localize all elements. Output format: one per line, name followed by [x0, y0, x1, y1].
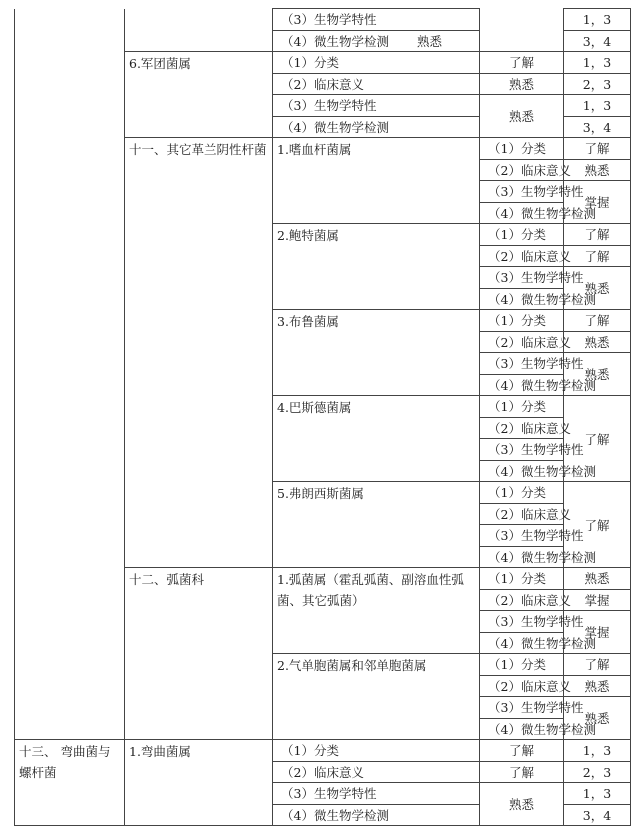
item-cell: （1）分类	[480, 482, 564, 504]
item-cell: （3）生物学特性	[480, 611, 564, 633]
item-cell: （2）临床意义	[480, 331, 564, 353]
syllabus-table	[14, 8, 631, 826]
item-cell: （1）分类	[480, 310, 564, 332]
requirement-cell: 了解	[480, 761, 564, 783]
item-cell: （3）生物学特性	[480, 525, 564, 547]
requirement-cell: 熟悉	[480, 783, 564, 826]
item-cell: （2）临床意义	[480, 589, 564, 611]
item-cell: （4）微生物学检测	[480, 632, 564, 654]
requirement-cell: 了解	[564, 245, 631, 267]
genus-cell: 6.军团菌属	[125, 52, 273, 138]
item-cell: （4）微生物学检测	[480, 288, 564, 310]
item-cell: （2）临床意义	[273, 761, 480, 783]
level-cell: 1，3	[564, 9, 631, 31]
item-cell: （2）临床意义	[480, 245, 564, 267]
item-cell: （3）生物学特性	[480, 439, 564, 461]
genus-cell: 2.鲍特菌属	[273, 224, 480, 310]
item-cell: （4）微生物学检测	[480, 374, 564, 396]
requirement-cell: 熟悉	[564, 331, 631, 353]
requirement-cell: 熟悉	[564, 267, 631, 310]
item-cell: （1）分类	[273, 52, 480, 74]
genus-cell: 2.气单胞菌属和邻单胞菌属	[273, 654, 480, 740]
section-cell: 十一、其它革兰阴性杆菌	[125, 138, 273, 568]
item-cell: （4）微生物学检测	[273, 116, 480, 138]
requirement-cell: 了解	[480, 52, 564, 74]
level-cell: 1，3	[564, 52, 631, 74]
requirement-cell: 熟悉	[480, 73, 564, 95]
item-cell: （1）分类	[480, 224, 564, 246]
item-cell: （3）生物学特性	[480, 181, 564, 203]
requirement-cell: 熟悉	[480, 95, 564, 138]
item-cell: （1）分类	[480, 654, 564, 676]
requirement-cell: 掌握	[564, 611, 631, 654]
genus-cell	[125, 9, 273, 52]
item-cell: （1）分类	[480, 138, 564, 160]
requirement-cell: 掌握	[564, 589, 631, 611]
item-cell	[273, 30, 480, 52]
requirement-cell: 熟悉	[564, 675, 631, 697]
item-cell: （2）临床意义	[480, 675, 564, 697]
item-cell: （3）生物学特性	[480, 353, 564, 375]
table-row	[15, 9, 631, 31]
requirement-cell: 了解	[480, 740, 564, 762]
requirement-cell: 了解	[564, 138, 631, 160]
item-cell: （1）分类	[480, 568, 564, 590]
genus-cell: 4.巴斯德菌属	[273, 396, 480, 482]
level-cell: 1，3	[564, 783, 631, 805]
item-cell: （4）微生物学检测	[480, 460, 564, 482]
item-cell: （2）临床意义	[480, 503, 564, 525]
item-cell: （3）生物学特性	[480, 267, 564, 289]
genus-cell: 3.布鲁菌属	[273, 310, 480, 396]
item-cell: （3）生物学特性	[273, 783, 480, 805]
level-cell: 1，3	[564, 740, 631, 762]
item-cell: （1）分类	[480, 396, 564, 418]
requirement-cell: 了解	[564, 224, 631, 246]
requirement-cell: 了解	[564, 482, 631, 568]
level-cell: 3，4	[564, 116, 631, 138]
requirement-cell: 掌握	[564, 181, 631, 224]
item-cell: （2）临床意义	[480, 159, 564, 181]
item-cell: （3）生物学特性	[273, 95, 480, 117]
level-cell: 1，3	[564, 95, 631, 117]
section-cell: 十三、 弯曲菌与螺杆菌	[15, 740, 125, 826]
item-requirement: 熟悉	[416, 33, 442, 49]
level-cell: 3，4	[564, 30, 631, 52]
section-cell	[15, 9, 125, 740]
requirement-cell: 熟悉	[564, 159, 631, 181]
requirement-cell: 了解	[564, 396, 631, 482]
section-cell: 十二、弧菌科	[125, 568, 273, 740]
table-row	[15, 740, 631, 762]
genus-cell: 1.弧菌属（霍乱弧菌、副溶血性弧菌、其它弧菌）	[273, 568, 480, 654]
genus-cell: 1.嗜血杆菌属	[273, 138, 480, 224]
item-cell: （1）分类	[273, 740, 480, 762]
requirement-cell: 熟悉	[564, 568, 631, 590]
requirement-cell: 了解	[564, 654, 631, 676]
level-cell: 3，4	[564, 804, 631, 826]
item-cell: （2）临床意义	[273, 73, 480, 95]
requirement-cell: 熟悉	[564, 353, 631, 396]
requirement-cell: 熟悉	[564, 697, 631, 740]
item-cell: （3）生物学特性	[480, 697, 564, 719]
item-cell: （4）微生物学检测	[480, 546, 564, 568]
item-cell: （4）微生物学检测	[480, 202, 564, 224]
item-cell: （4）微生物学检测	[273, 804, 480, 826]
requirement-cell	[480, 9, 564, 52]
genus-cell: 1.弯曲菌属	[125, 740, 273, 826]
level-cell: 2，3	[564, 761, 631, 783]
item-label: （4）微生物学检测	[281, 33, 389, 49]
genus-cell: 5.弗朗西斯菌属	[273, 482, 480, 568]
item-cell: （2）临床意义	[480, 417, 564, 439]
item-cell: （3）生物学特性	[273, 9, 480, 31]
requirement-cell: 了解	[564, 310, 631, 332]
item-cell: （4）微生物学检测	[480, 718, 564, 740]
level-cell: 2，3	[564, 73, 631, 95]
